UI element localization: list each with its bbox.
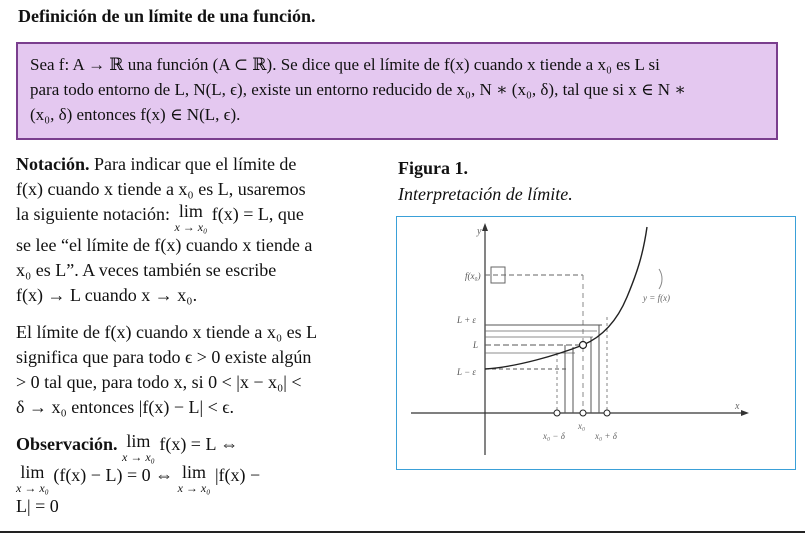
x0-point (580, 410, 586, 416)
notation-text-4: se lee “el límite de f(x) cuando x tiende a (16, 235, 313, 255)
figure-caption: Interpretación de límite. (398, 184, 573, 204)
meaning-line-1: El límite de f(x) cuando x tiende a x₀ es L (16, 322, 318, 342)
notation-text-2: f(x) cuando x tiende a x₀ es L, usaremos (16, 179, 306, 199)
figure-box (396, 216, 796, 470)
curve-label: y = f(x) (643, 293, 671, 303)
notation-text-6: f(x) → L cuando x → x₀. (16, 285, 198, 305)
l-plus-label: L + ε (457, 315, 476, 325)
limit-operator-obs-3: lim x → x₀ (177, 462, 211, 495)
limit-operator (174, 202, 207, 233)
notation-text-1: Para indicar que el límite de (94, 154, 297, 174)
x0-plus-delta-label: x₀ + δ (595, 431, 617, 441)
x0-minus-delta-point (554, 410, 560, 416)
observation-paragraph (16, 432, 388, 519)
observation-part-1: f(x) = L ⇔ (159, 434, 239, 454)
notation-text-5: x₀ es L”. A veces también se escribe (16, 260, 277, 280)
notation-text-3b: f(x) = L, que (211, 204, 304, 224)
observation-label: Observación. (16, 434, 118, 454)
fx0-label: f(x₀) (465, 271, 481, 281)
l-minus-label: L − ε (457, 367, 476, 377)
meaning-line-2: significa que para todo ϵ > 0 existe algún (16, 347, 312, 367)
hole-point (580, 342, 587, 349)
notation-label: Notación. (16, 154, 90, 174)
left-column (16, 152, 388, 519)
observation-part-3: |f(x) − (214, 465, 261, 485)
definition-line-3: (x₀, δ) entonces f(x) ∈ N(L, ϵ). (30, 105, 241, 124)
bottom-rule (0, 531, 805, 533)
x-axis-label: x (735, 401, 740, 412)
observation-part-2: (f(x) − L) = 0 ⇔ (53, 465, 174, 485)
notation-text-3a: la siguiente notación: (16, 204, 170, 224)
notation-paragraph (16, 152, 388, 308)
meaning-line-4: δ → x₀ entonces |f(x) − L| < ϵ. (16, 397, 235, 417)
limit-operator-obs-1: lim x → x₀ (122, 431, 155, 464)
observation-line-3: L| = 0 (16, 496, 59, 516)
l-label: L (473, 340, 479, 350)
section-title: Definición de un límite de una función. (18, 6, 316, 26)
x0-plus-delta-point (604, 410, 610, 416)
function-curve (485, 227, 647, 369)
x0-minus-delta-label: x₀ − δ (543, 431, 565, 441)
definition-box (16, 42, 778, 140)
y-axis-arrow (482, 223, 488, 231)
x0-label: x₀ (578, 421, 586, 431)
meaning-line-3: > 0 tal que, para todo x, si 0 < |x − x₀| < (16, 372, 302, 392)
y-axis-label: y (477, 226, 482, 237)
figure-label: Figura 1. (398, 158, 468, 178)
limit-figure (397, 217, 794, 468)
x-axis-arrow (741, 410, 749, 416)
lim-subscript: x → x₀ (174, 220, 208, 234)
definition-line-1: Sea f: A → ℝ una función (A ⊂ ℝ). Se dice que el límite de f(x) cuando x tiende a x₀ es L si (30, 55, 660, 74)
limit-operator-obs-2: lim x → x₀ (16, 462, 49, 495)
lim-word: lim (178, 201, 203, 221)
curve-label-pointer (659, 269, 662, 289)
meaning-paragraph (16, 320, 388, 420)
definition-line-2: para todo entorno de L, N(L, ϵ), existe un entorno reducido de x₀, N ∗ (x₀, δ), tal que si x ∈ N ∗ (30, 80, 686, 99)
